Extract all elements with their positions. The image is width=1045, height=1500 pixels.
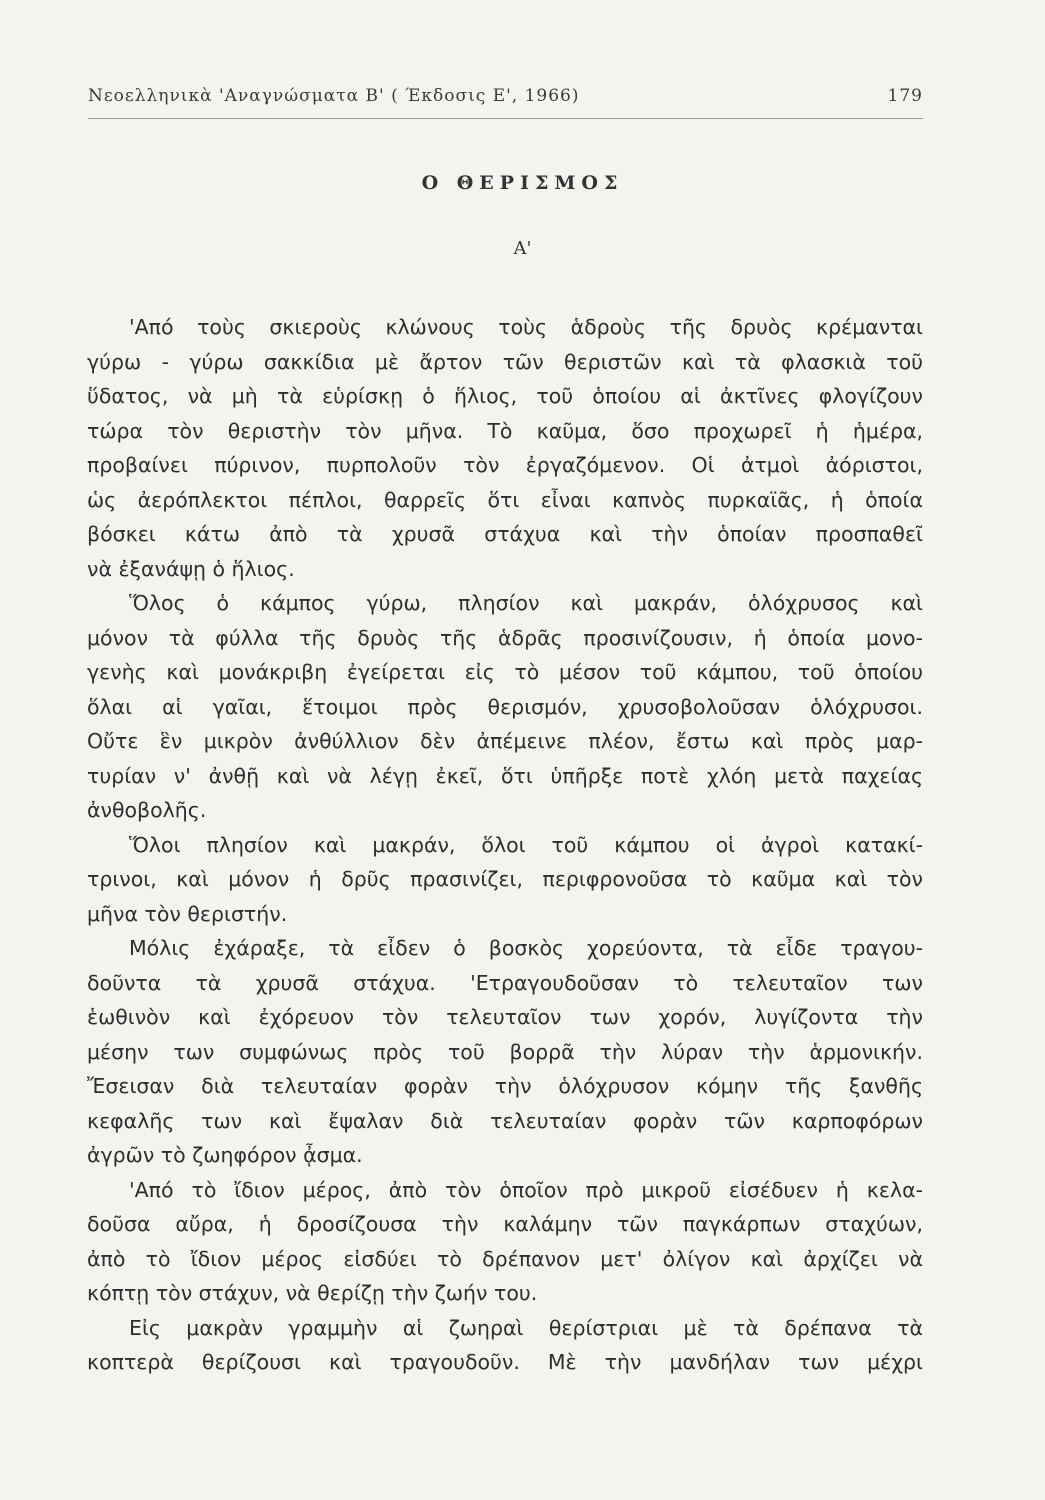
text-line: κεφαλῆς των καὶ ἔψαλαν διὰ τελευταίαν φορὰν τῶν καρποφόρων bbox=[87, 1108, 923, 1133]
text-line: μόνον τὰ φύλλα τῆς δρυὸς τῆς ἁδρᾶς προσινίζουσιν, ἡ ὁποία μονο- bbox=[87, 625, 923, 650]
text-line: δοῦντα τὰ χρυσᾶ στάχυα. 'Ετραγουδοῦσαν τὸ τελευταῖον των bbox=[87, 970, 923, 995]
text-line: γύρω - γύρω σακκίδια μὲ ἄρτον τῶν θεριστῶν καὶ τὰ φλασκιὰ τοῦ bbox=[87, 349, 923, 374]
text-line: Εἰς μακρὰν γραμμὴν αἱ ζωηραὶ θερίστριαι μὲ τὰ δρέπανα τὰ bbox=[129, 1315, 923, 1340]
text-line: κόπτῃ τὸν στάχυν, νὰ θερίζῃ τὴν ζωήν του. bbox=[87, 1281, 538, 1305]
text-line: προβαίνει πύρινον, πυρπολοῦν τὸν ἐργαζόμενον. Οἱ ἀτμοὶ ἀόριστοι, bbox=[87, 453, 923, 477]
section-heading: Α' bbox=[513, 238, 532, 259]
text-line: Οὔτε ἓν μικρὸν ἀνθύλλιον δὲν ἀπέμεινε πλέον, ἔστω καὶ πρὸς μαρ- bbox=[87, 729, 923, 753]
text-line: ἀπὸ τὸ ἴδιον μέρος εἰσδύει τὸ δρέπανον μετ' ὀλίγον καὶ ἀρχίζει νὰ bbox=[87, 1246, 923, 1271]
text-line: βόσκει κάτω ἀπὸ τὰ χρυσᾶ στάχυα καὶ τὴν ὁποίαν προσπαθεῖ bbox=[87, 522, 923, 546]
header-divider bbox=[88, 118, 923, 119]
text-line: δοῦσα αὔρα, ἡ δροσίζουσα τὴν καλάμην τῶν παγκάρπων σταχύων, bbox=[87, 1212, 923, 1236]
text-line: Ὅλοι πλησίον καὶ μακράν, ὅλοι τοῦ κάμπου οἱ ἀγροὶ κατακί- bbox=[129, 832, 923, 857]
body-text bbox=[87, 310, 923, 1380]
text-line: νὰ ἐξανάψῃ ὁ ἥλιος. bbox=[87, 556, 295, 581]
text-line: ἑωθινὸν καὶ ἐχόρευον τὸν τελευταῖον των χορόν, λυγίζοντα τὴν bbox=[87, 1005, 923, 1029]
header-page-number: 179 bbox=[887, 86, 923, 106]
text-line: κοπτερὰ θερίζουσι καὶ τραγουδοῦν. Μὲ τὴν μανδήλαν των μέχρι bbox=[87, 1350, 923, 1374]
text-line: μέσην των συμφώνως πρὸς τοῦ βορρᾶ τὴν λύραν τὴν ἁρμονικήν. bbox=[87, 1039, 923, 1064]
text-line: 'Από τοὺς σκιεροὺς κλώνους τοὺς ἁδροὺς τῆς δρυὸς κρέμανται bbox=[129, 315, 923, 339]
header-book-title: Νεοελληνικὰ 'Αναγνώσματα Β' ( Έκδοσις Ε', 1966) bbox=[88, 86, 580, 106]
text-line: Ὅλος ὁ κάμπος γύρω, πλησίον καὶ μακράν, ὁλόχρυσος καὶ bbox=[129, 591, 923, 615]
text-line: ὕδατος, νὰ μὴ τὰ εὑρίσκῃ ὁ ἥλιος, τοῦ ὁποίου αἱ ἀκτῖνες φλογίζουν bbox=[87, 384, 923, 408]
text-line: Μόλις ἐχάραξε, τὰ εἶδεν ὁ βοσκὸς χορεύοντα, τὰ εἶδε τραγου- bbox=[129, 936, 923, 960]
text-line: τυρίαν ν' ἀνθῇ καὶ νὰ λέγῃ ἐκεῖ, ὅτι ὑπῆρξε ποτὲ χλόη μετὰ παχείας bbox=[87, 763, 923, 788]
text-line: ὡς ἀερόπλεκτοι πέπλοι, θαρρεῖς ὅτι εἶναι καπνὸς πυρκαϊᾶς, ἡ ὁποία bbox=[87, 487, 923, 512]
text-line: ἀνθοβολῆς. bbox=[87, 798, 207, 822]
running-header bbox=[88, 86, 923, 112]
text-line: τρινοι, καὶ μόνον ἡ δρῦς πρασινίζει, περιφρονοῦσα τὸ καῦμα καὶ τὸν bbox=[87, 867, 923, 891]
text-line: 'Από τὸ ἴδιον μέρος, ἀπὸ τὸν ὁποῖον πρὸ μικροῦ εἰσέδυεν ἡ κελα- bbox=[129, 1177, 923, 1202]
text-line: ἀγρῶν τὸ ζωηφόρον ᾆσμα. bbox=[87, 1143, 363, 1167]
text-line: Ἔσεισαν διὰ τελευταίαν φορὰν τὴν ὁλόχρυσον κόμην τῆς ξανθῆς bbox=[87, 1074, 923, 1098]
text-line: γενὴς καὶ μονάκριβη ἐγείρεται εἰς τὸ μέσον τοῦ κάμπου, τοῦ ὁποίου bbox=[87, 660, 923, 684]
text-line: μῆνα τὸν θεριστήν. bbox=[87, 901, 288, 926]
text-line: τώρα τὸν θεριστὴν τὸν μῆνα. Τὸ καῦμα, ὅσο προχωρεῖ ἡ ἡμέρα, bbox=[87, 418, 923, 443]
chapter-title: Ο ΘΕΡΙΣΜΟΣ bbox=[421, 172, 624, 194]
text-line: ὅλαι αἱ γαῖαι, ἕτοιμοι πρὸς θερισμόν, χρυσοβολοῦσαν ὁλόχρυσοι. bbox=[87, 694, 923, 719]
